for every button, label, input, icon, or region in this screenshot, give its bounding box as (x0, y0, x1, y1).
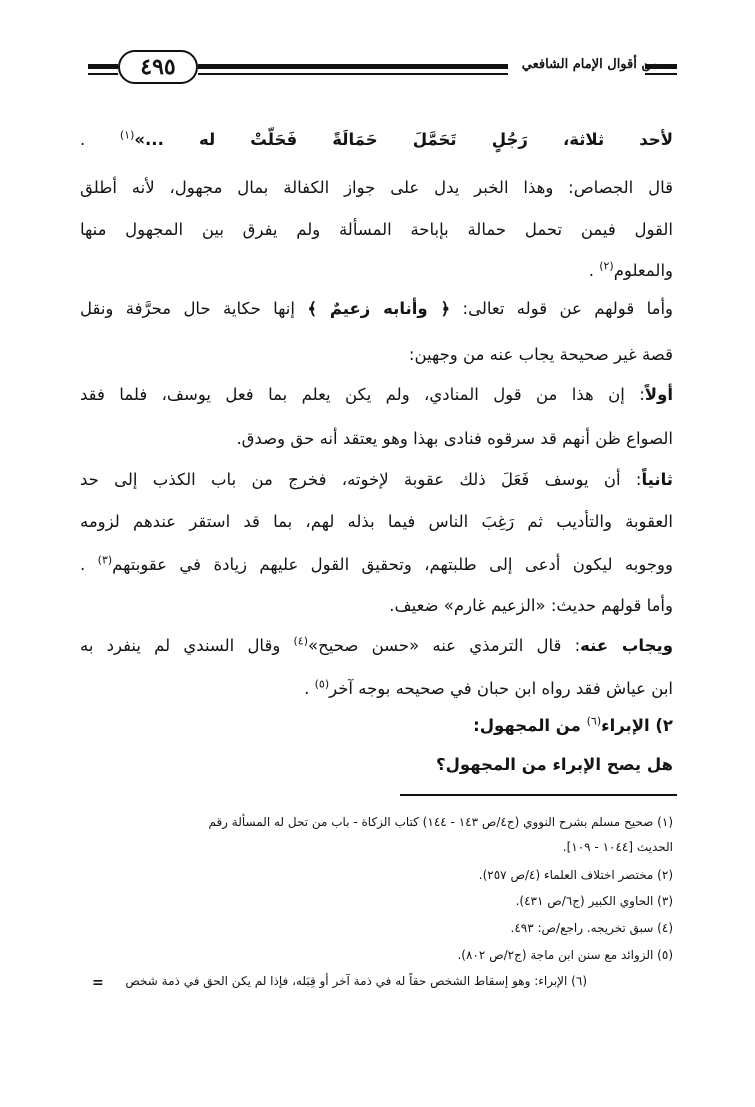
footnote-1-continued: الحديث [١٠٤٤ - ١٠٩]. (562, 840, 673, 854)
text-segment: : أن يوسف فَعَلَ ذلك عقوبة لإخوته، فخرج من باب الكذب إلى حد (80, 470, 642, 489)
body-line (80, 509, 673, 535)
footnote-ref: (٣) (97, 553, 113, 567)
body-line (80, 467, 673, 493)
header-rule-left-thin (88, 73, 118, 75)
footnote-ref: (١) (119, 128, 135, 142)
text-segment: وأما قولهم عن قوله تعالى: (450, 299, 673, 318)
bold-text-segment: لأحد ثلاثة، رَجُلٍ تَحَمَّلَ حَمَالَةً فَحَلَّتْ له ...» (134, 130, 673, 149)
footnote-ref: (٤) (293, 634, 309, 648)
text-segment: . (80, 130, 120, 149)
text-segment: ووجوبه ليكون أدعى إلى طلبتهم، وتحقيق القول عليهم زيادة في عقوبتهم (112, 555, 673, 574)
text-segment: . (304, 679, 315, 698)
footnote-4: (٤) سبق تخريجه. راجع/ص: ٤٩٣. (510, 921, 673, 935)
page-number: ٤٩٥ (118, 50, 198, 84)
bold-text-segment: ويجاب عنه (580, 636, 673, 655)
text-segment: القول فيمن تحمل حمالة بإباحة المسألة ولم يفرق بين المجهول منها (80, 220, 673, 239)
text-segment: : قال الترمذي عنه «حسن صحيح» (308, 636, 581, 655)
text-segment: وأما قولهم حديث: «الزعيم غارم» ضعيف. (389, 596, 673, 615)
text-segment: . (588, 261, 600, 280)
body-line (80, 552, 673, 578)
footnote-2: (٢) مختصر اختلاف العلماء (٤/ص ٢٥٧). (478, 868, 673, 882)
text-segment: . (80, 555, 98, 574)
section-question (80, 752, 673, 778)
body-line (80, 175, 673, 201)
bold-text-segment: ٢) الإبراء (601, 716, 673, 735)
body-line (80, 633, 673, 659)
body-line (80, 296, 673, 322)
header-rule-middle-thin (198, 73, 508, 75)
body-line (80, 426, 673, 452)
footnote-ref: (٥) (314, 677, 330, 691)
body-line (80, 217, 673, 243)
text-segment: الصواع ظن أنهم قد سرقوه فنادى بهذا وهو يعتقد أنه حق وصدق. (236, 429, 673, 448)
header-rule-middle-thick (198, 64, 508, 69)
section-heading (80, 713, 673, 739)
footnote-ref: (٢) (599, 259, 614, 273)
footnote-5: (٥) الزوائد مع سنن ابن ماجة (ج٢/ص ٨٠٢). (457, 948, 673, 962)
text-segment: ابن عياش فقد رواه ابن حبان في صحيحه بوجه آخر (329, 679, 673, 698)
footnote-ref: (٦) (586, 714, 602, 728)
footnote-1: (١) صحيح مسلم بشرح النووي (ج٤/ص ١٤٣ - ١٤٤) كتاب الزكاة - باب من تحل له المسألة رقم (208, 815, 673, 829)
footnote-6: (٦) الإبراء: وهو إسقاط الشخص حقاً له في ذمة آخر أو قِبَله، فإذا لم يكن الحق في ذمة شخص (125, 974, 587, 988)
bold-text-segment: هل يصح الإبراء من المجهول؟ (436, 755, 673, 774)
text-segment: إنها حكاية حال محرَّفة ونقل (80, 299, 308, 318)
footnote-divider (400, 794, 677, 796)
text-segment: قصة غير صحيحة يجاب عنه من وجهين: (408, 345, 673, 364)
body-line (80, 258, 673, 284)
footnote-continuation-mark: = (92, 975, 104, 991)
text-segment: قال الجصاص: وهذا الخبر يدل على جواز الكفالة بمال مجهول، لأنه أطلق (80, 178, 673, 197)
header-rule-left-thick (88, 64, 118, 69)
body-line (80, 342, 673, 368)
bold-text-segment: ﴿ وأنابه زعيمٌ ﴾ (307, 299, 451, 318)
text-segment: وقال السندي لم ينفرد به (80, 636, 294, 655)
bold-text-segment: أولاً (644, 385, 673, 404)
bold-text-segment: ثانياً (641, 470, 673, 489)
body-line (80, 382, 673, 408)
text-segment: العقوبة والتأديب ثم رَغِبَ الناس فيما بذله لهم، بما قد استقر عندهم لزومه (80, 512, 673, 531)
running-title: من أقوال الإمام الشافعي (521, 57, 659, 72)
text-segment: والمعلوم (613, 261, 673, 280)
header-rule-right-thin (645, 73, 677, 75)
body-line (80, 593, 673, 619)
text-segment: : إن هذا من قول المنادي، ولم يكن يعلم بما فعل يوسف، فلما فقد (80, 385, 645, 404)
body-line (80, 127, 673, 153)
body-line (80, 676, 673, 702)
footnote-3: (٣) الحاوي الكبير (ج٦/ص ٤٣١). (515, 894, 673, 908)
bold-text-segment: من المجهول: (473, 716, 587, 735)
